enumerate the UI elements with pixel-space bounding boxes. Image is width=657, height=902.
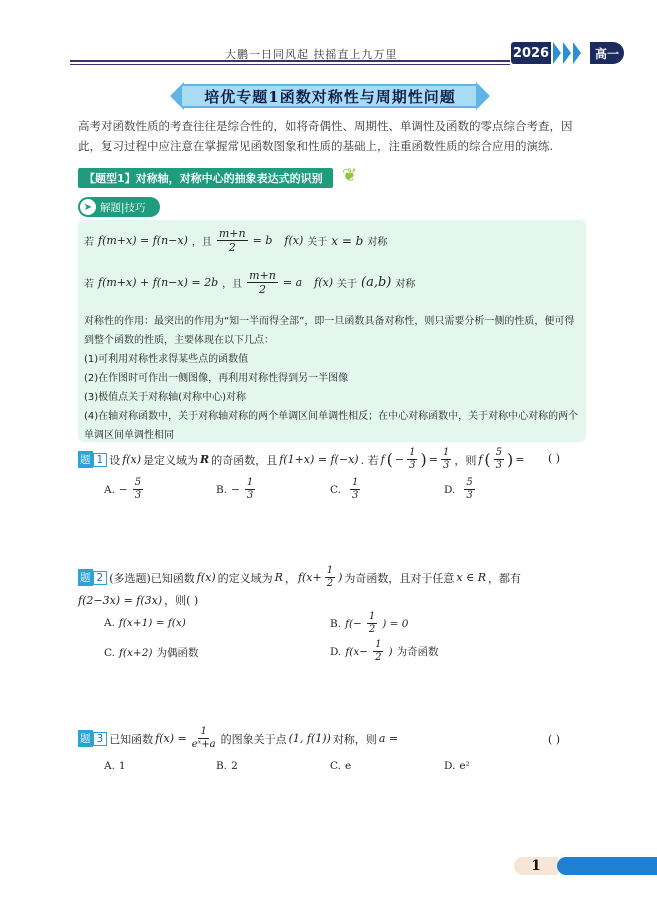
chevron-icon xyxy=(563,42,571,64)
option-d[interactable] xyxy=(444,478,476,501)
rule-text: ，且 xyxy=(191,237,212,248)
fraction xyxy=(464,478,474,501)
option-value: 2 xyxy=(231,760,238,772)
fraction xyxy=(190,727,218,750)
option-label: C. xyxy=(104,646,115,659)
option-b[interactable] xyxy=(330,612,408,635)
fraction xyxy=(247,270,278,295)
chevron-icon xyxy=(553,42,561,64)
page-number: 1 xyxy=(514,857,558,875)
tips-box xyxy=(78,220,586,442)
frac-den: 3 xyxy=(442,460,450,471)
fraction xyxy=(367,612,377,635)
frac-num: 1 xyxy=(375,639,382,650)
option-label: B. xyxy=(216,760,228,772)
rule-target: (a,b) xyxy=(361,275,392,290)
option-text: 为偶函数 xyxy=(156,647,199,659)
grade-badge: 高一 xyxy=(590,42,624,64)
option-math: ) = 0 xyxy=(382,617,409,630)
question-number: 1 xyxy=(93,453,108,467)
option-math: f(x+2) xyxy=(119,646,153,659)
q-math: f(x+ xyxy=(297,571,322,584)
frac-den: 3 xyxy=(495,460,503,471)
compass-icon: ➤ xyxy=(80,199,96,215)
frac-num: 1 xyxy=(442,447,450,458)
q-math: f(x) xyxy=(122,453,142,466)
option-b[interactable] xyxy=(216,478,256,501)
q-text: ，则( ) xyxy=(164,594,199,607)
q-text: 已知函数 xyxy=(109,732,154,746)
frac-num: 1 xyxy=(200,726,207,737)
rule-text: 若 xyxy=(84,279,94,290)
point-item: (2)在作图时可作出一侧图像，再利用对称性得到另一半图像 xyxy=(84,373,349,384)
q-text: 对称，则 xyxy=(332,732,377,746)
question-2 xyxy=(78,566,521,589)
fraction xyxy=(217,228,248,253)
option-c[interactable] xyxy=(104,645,198,660)
rule-text: ，且 xyxy=(222,279,243,290)
option-label: D. xyxy=(444,760,456,772)
rule-text: 对称 xyxy=(367,237,388,248)
question-2-line2 xyxy=(78,592,198,608)
point-item: (1)可利用对称性求得某些点的函数值 xyxy=(84,354,249,365)
page-title: 培优专题1函数对称性与周期性问题 xyxy=(204,88,456,106)
frac-num: 5 xyxy=(495,447,503,458)
option-c[interactable] xyxy=(330,478,361,501)
option-sign: − xyxy=(231,483,240,496)
option-label: B. xyxy=(330,617,342,630)
q-math: = xyxy=(428,453,438,466)
q-text: ，则 xyxy=(454,453,477,467)
q-math: R xyxy=(274,571,283,584)
q-math: f(x) xyxy=(196,571,216,584)
fraction xyxy=(350,478,360,501)
q-math: f(x) = xyxy=(155,732,187,745)
frac-num: 5 xyxy=(134,477,142,488)
option-math: f(− xyxy=(345,617,362,630)
fraction xyxy=(441,448,451,471)
question-tag: 题 xyxy=(78,730,93,747)
frac-num: 1 xyxy=(368,611,376,622)
question-tag: 题 xyxy=(78,569,93,586)
leaf-icon: ❦ xyxy=(342,165,358,186)
q-math: x ∈ R xyxy=(456,571,487,584)
option-a[interactable] xyxy=(104,617,186,629)
question-label xyxy=(78,569,107,586)
fraction xyxy=(373,640,383,663)
option-text: 为奇函数 xyxy=(396,646,439,658)
rule-center xyxy=(84,270,415,295)
frac-den: 2 xyxy=(258,283,266,296)
option-a[interactable] xyxy=(104,478,144,501)
question-label xyxy=(78,730,107,747)
rule-equation: f(m+x) + f(n−x) = 2b xyxy=(98,276,219,289)
frac-den: 3 xyxy=(246,490,254,501)
question-number: 3 xyxy=(93,732,108,746)
option-b[interactable] xyxy=(216,760,238,772)
q-text: 的定义域为 xyxy=(217,571,273,585)
option-label: C. xyxy=(330,483,341,496)
q-text: . 若 xyxy=(360,453,379,467)
q-math: f(2−3x) = f(3x) xyxy=(78,593,163,607)
rule-text: 对称 xyxy=(395,279,416,290)
question-label xyxy=(78,451,107,468)
fraction xyxy=(133,478,143,501)
frac-num: 1 xyxy=(352,477,359,488)
option-value: 1 xyxy=(118,760,126,772)
option-label: B. xyxy=(216,483,228,496)
option-label: A. xyxy=(104,617,115,629)
frac-den: eˣ+a xyxy=(191,739,216,750)
frac-den: 3 xyxy=(466,490,473,501)
q-math: f xyxy=(478,453,483,466)
frac-num: m+n xyxy=(249,269,276,282)
q-text: 为奇函数，且对于任意 xyxy=(344,571,455,585)
frac-den: 2 xyxy=(368,624,376,635)
q-math: a = xyxy=(378,732,399,745)
q-math: (1, f(1)) xyxy=(288,732,331,745)
frac-num: 1 xyxy=(246,477,254,488)
option-d[interactable] xyxy=(444,760,470,772)
intro-paragraph: 高考对函数性质的考查往往是综合性的，如将奇偶性、周期性、单调性及函数的零点综合考查，因此，复习过程中应注意在掌握常见函数图象和性质的基础上，注重函数性质的综合应用的演练. xyxy=(78,119,573,153)
q-text: 设 xyxy=(109,453,121,467)
fraction xyxy=(245,478,255,501)
rule-equation: f(m+x) = f(n−x) xyxy=(98,234,188,247)
question-tag: 题 xyxy=(78,451,93,468)
question-1: 题 1 设 f(x) 是定义域为 R 的奇函数，且 f(1+x) = f(−x) . 若 f ( − $\frac{1}{3}$ ) = $\frac{1}{3}$ ，则 f ( $\frac{5}{3}$ ) = xyxy=(80,447,525,471)
option-label: D. xyxy=(330,645,342,658)
header-slogan: 大鹏一日同风起 扶摇直上九万里 xyxy=(225,48,398,61)
frac-den: 2 xyxy=(375,652,382,663)
tips-pill xyxy=(78,197,160,217)
chevron-icon xyxy=(573,42,581,64)
frac-num: m+n xyxy=(218,227,246,240)
option-d[interactable] xyxy=(330,640,439,663)
rule-fx: f(x) xyxy=(314,276,333,289)
q-text: ，都有 xyxy=(488,571,522,585)
rule-text: 若 xyxy=(84,237,94,248)
q-math: R xyxy=(200,453,210,466)
title-banner xyxy=(170,82,490,110)
q-text: 是定义域为 xyxy=(143,453,199,467)
option-sign: − xyxy=(118,483,128,496)
option-c[interactable] xyxy=(330,760,351,772)
option-label: D. xyxy=(444,483,456,496)
year-badge: 2026 xyxy=(511,42,551,64)
header-rule xyxy=(70,60,510,62)
option-math: ) xyxy=(388,645,393,658)
option-math: f(x+1) = f(x) xyxy=(118,617,186,629)
q-math: f xyxy=(380,453,385,466)
option-label: A. xyxy=(104,760,115,772)
answer-paren: ( ) xyxy=(548,733,561,746)
footer-bar xyxy=(557,857,657,875)
frac-den: 3 xyxy=(409,460,416,471)
rule-axis xyxy=(84,228,387,253)
type-banner: 【题型1】对称轴，对称中心的抽象表达式的识别 xyxy=(78,168,333,188)
frac-num: 1 xyxy=(326,565,334,576)
frac-den: 2 xyxy=(326,578,334,589)
q-math: = xyxy=(515,453,525,466)
frac-num: 5 xyxy=(466,477,473,488)
fraction xyxy=(325,566,335,589)
answer-paren: ( ) xyxy=(548,452,561,465)
frac-den: 2 xyxy=(228,241,236,254)
rule-fx: f(x) xyxy=(284,234,304,247)
option-label: A. xyxy=(104,483,115,496)
point-item: (3)极值点关于对称轴(对称中心)对称 xyxy=(84,392,246,403)
q-math: − xyxy=(394,453,405,466)
rule-text: 关于 xyxy=(337,279,357,290)
option-value: e xyxy=(345,760,352,772)
point-item: (4)在轴对称函数中，关于对称轴对称的两个单调区间单调性相反；在中心对称函数中，关于对称中心对称的两个单调区间单调性相同 xyxy=(84,411,579,441)
frac-den: 3 xyxy=(134,490,142,501)
q-text: ， xyxy=(284,571,296,585)
question-number: 2 xyxy=(93,571,108,585)
q-text: (多选题)已知函数 xyxy=(109,571,195,585)
rule-target: x = b xyxy=(331,233,364,248)
rule-text: 关于 xyxy=(307,237,328,248)
option-math: f(x− xyxy=(345,645,369,658)
fraction xyxy=(407,448,417,471)
tips-label: 解题|技巧 xyxy=(100,201,146,214)
q-text: 的奇函数，且 xyxy=(211,453,278,467)
option-a[interactable] xyxy=(104,760,126,772)
rule-equation: = a xyxy=(282,276,303,289)
question-3 xyxy=(78,727,398,750)
header-rule-thin xyxy=(70,64,510,65)
option-value: e² xyxy=(459,760,470,772)
q-math: f(1+x) = f(−x) xyxy=(279,453,359,466)
q-text: 的图象关于点 xyxy=(220,732,287,746)
frac-den: 3 xyxy=(352,490,359,501)
frac-num: 1 xyxy=(409,447,416,458)
fraction xyxy=(494,448,504,471)
rule-equation: = b xyxy=(252,234,273,247)
q-math: ) xyxy=(338,571,343,584)
symmetry-paragraph: 对称性的作用：最突出的作用为“知一半而得全部”，即一旦函数具备对称性，则只需要分析一侧的性质，便可得到整个函数的性质，主要体现在以下几点： xyxy=(84,316,575,346)
option-label: C. xyxy=(330,760,341,772)
